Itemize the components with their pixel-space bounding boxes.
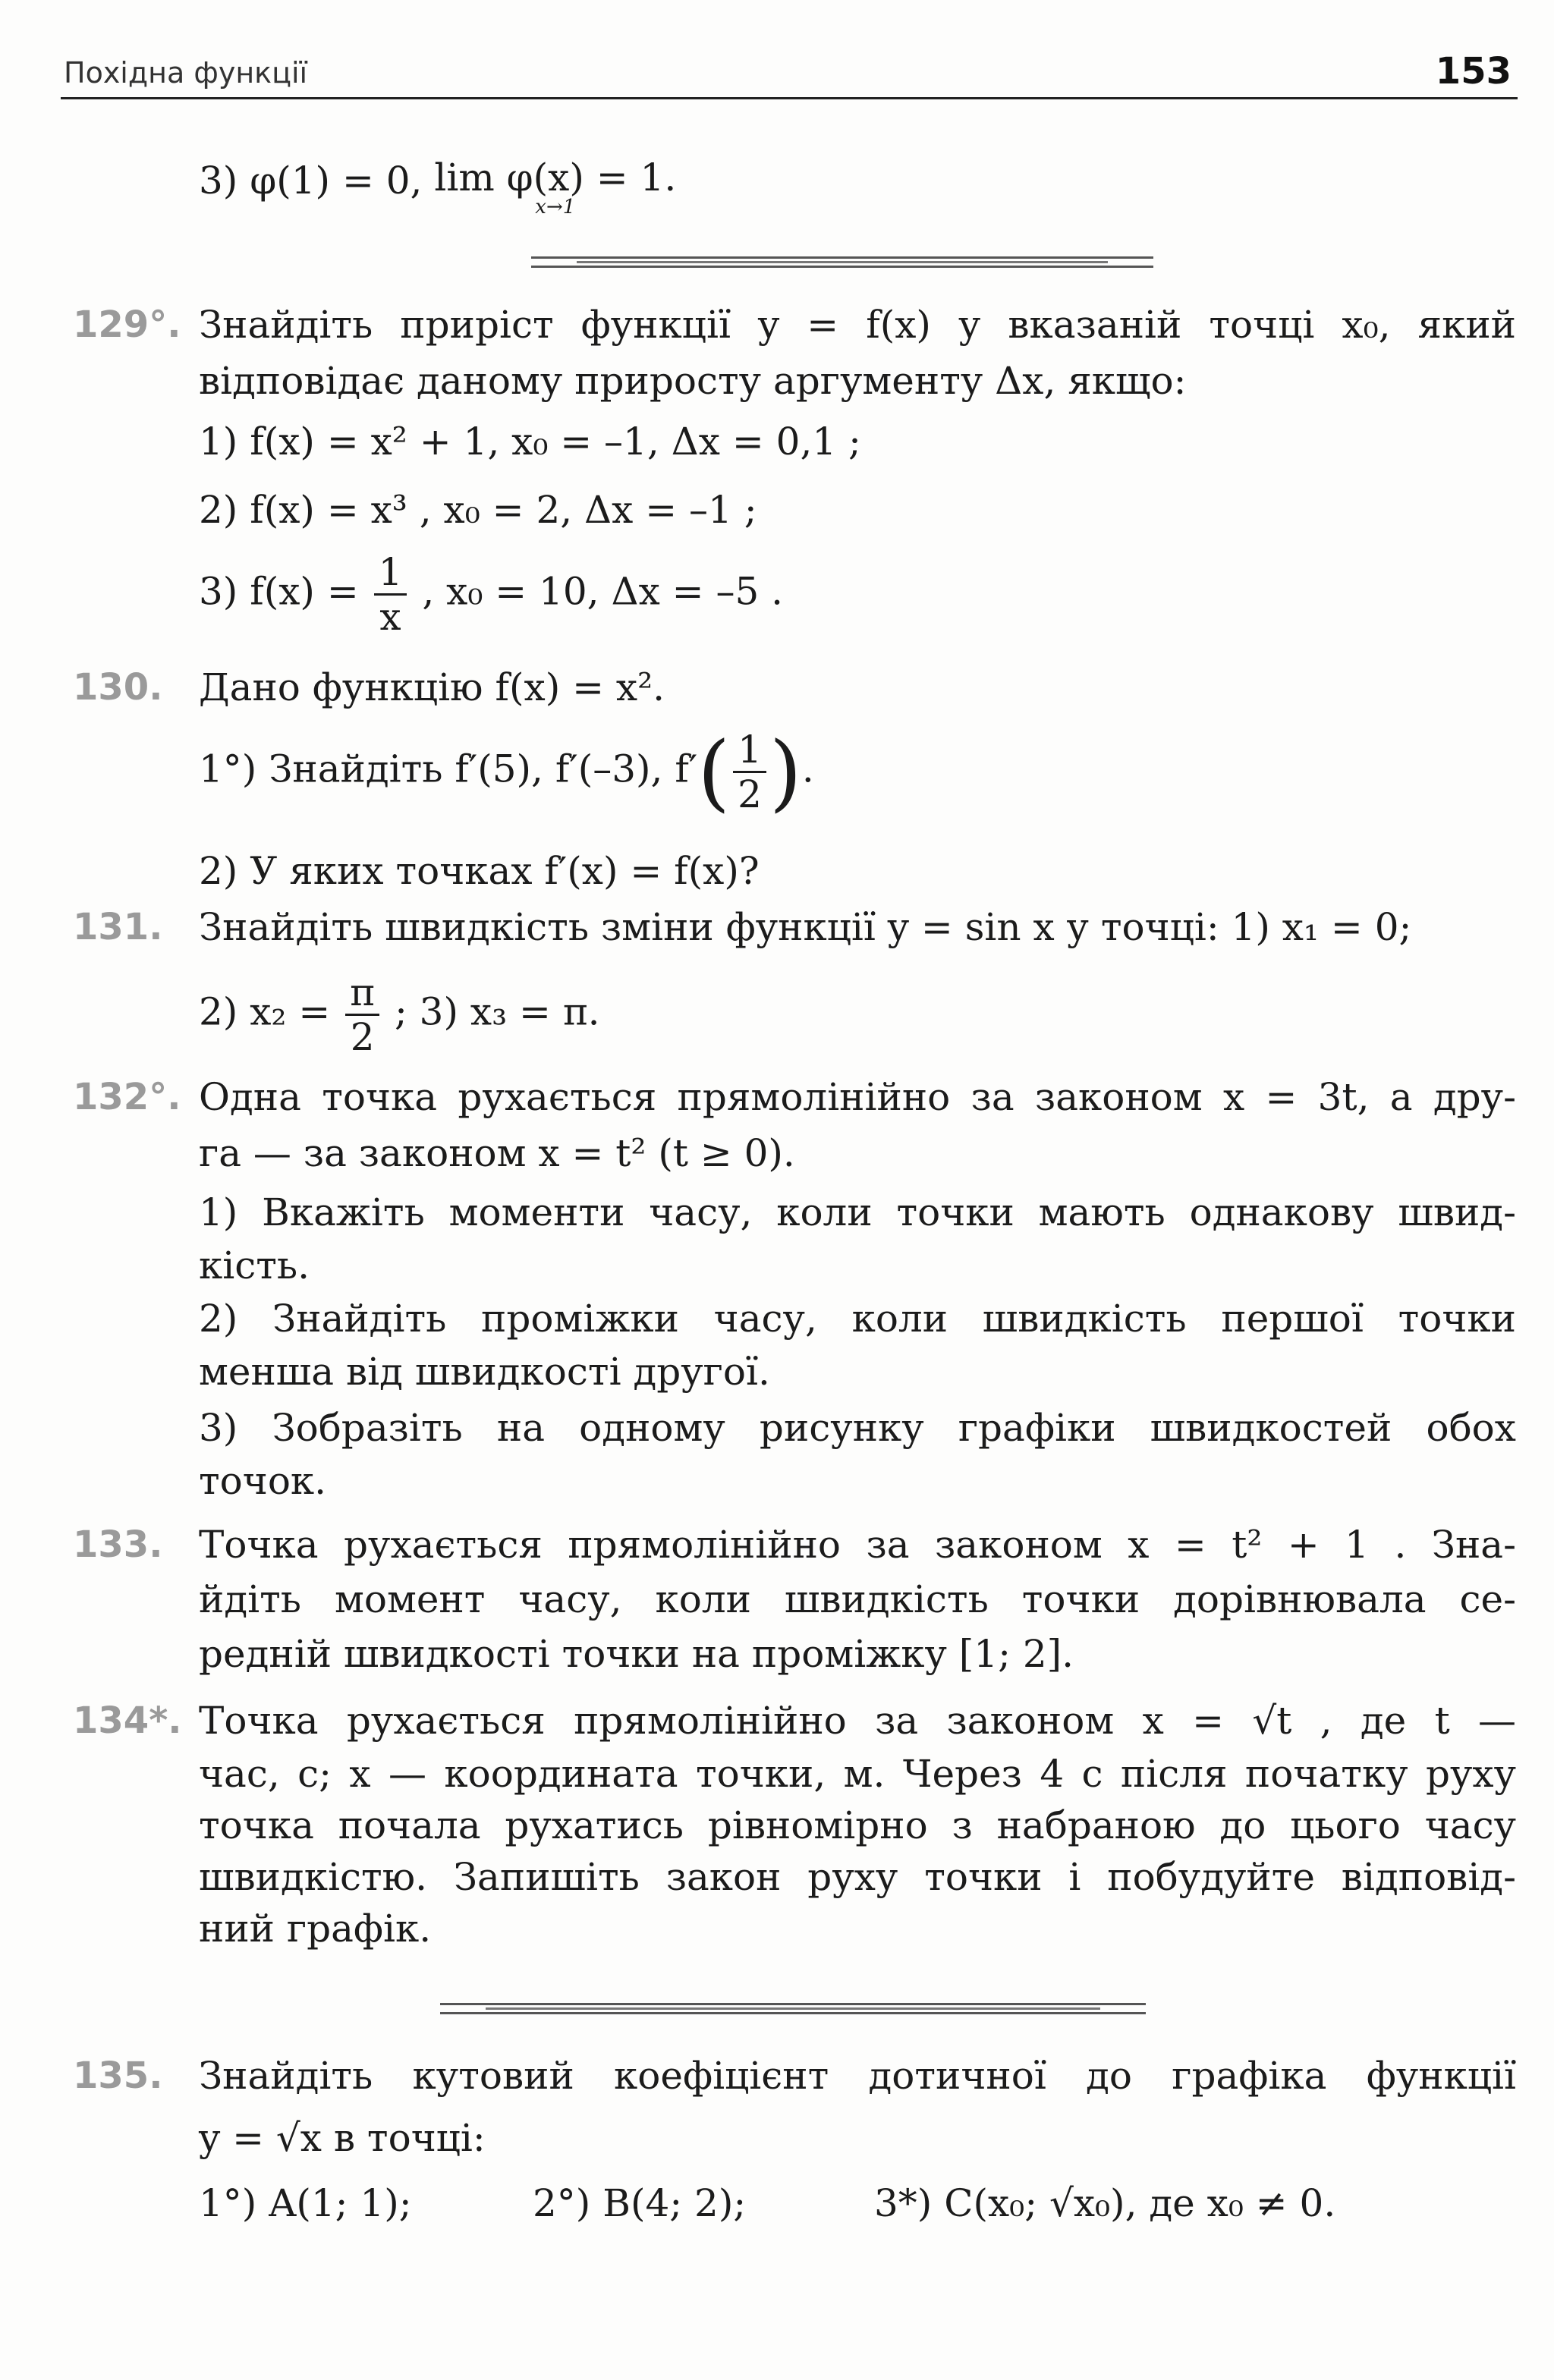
problem-134-line-1: Точка рухається прямолінійно за законом x = √t , де t — — [199, 1699, 1516, 1743]
page-header — [61, 36, 1518, 99]
problem-132-line-1: Одна точка рухається прямолінійно за законом x = 3t, а дру- — [199, 1075, 1516, 1119]
numerator: 1 — [374, 551, 407, 596]
problem-133-line-3: редній швидкості точки на проміжку [1; 2]. — [199, 1632, 1074, 1676]
page-number: 153 — [1435, 50, 1512, 93]
problem-number-130: 130. — [73, 666, 163, 709]
problem-133-line-2: йдіть момент часу, коли швидкість точки дорівнювала се- — [199, 1577, 1516, 1621]
problem-129-line-1: Знайдіть приріст функції y = f(x) у вказаній точці x₀, який — [199, 303, 1516, 347]
limit-expression — [434, 156, 677, 219]
item-3-text: ; 3) x₃ = π. — [394, 989, 600, 1034]
problem-number-135: 135. — [73, 2055, 163, 2097]
problem-132-line-3: 1) Вкажіть моменти часу, коли точки мають однакову швид- — [199, 1190, 1516, 1234]
denominator: x — [379, 595, 401, 639]
problem-132-line-6: менша від швидкості другої. — [199, 1350, 770, 1394]
problem-number-134: 134*. — [73, 1699, 182, 1742]
limit-text: lim φ(x) = 1. — [434, 156, 677, 200]
item-2-prefix: 2) x₂ = — [199, 989, 331, 1034]
problem-134-line-2: час, с; x — координата точки, м. Через 4 с після початку руху — [199, 1752, 1516, 1796]
problem-129-item-2: 2) f(x) = x³ , x₀ = 2, Δx = –1 ; — [199, 488, 757, 532]
problem-132-line-7: 3) Зобразіть на одному рисунку графіки швидкостей обох — [199, 1406, 1516, 1450]
section-separator-2 — [440, 2003, 1146, 2015]
problem-129-line-2: відповідає даному приросту аргументу Δx, якщо: — [199, 359, 1187, 403]
problem-number-132: 132°. — [73, 1076, 181, 1118]
problem-135-line-1: Знайдіть кутовий коефіцієнт дотичної до графіка функції — [199, 2054, 1516, 2098]
item-3-suffix: , x₀ = 10, Δx = –5 . — [422, 569, 784, 614]
problem-132-line-5: 2) Знайдіть проміжки часу, коли швидкість першої точки — [199, 1297, 1516, 1341]
problem-130-line-3: 2) У яких точках f′(x) = f(x)? — [199, 849, 760, 893]
top-item-line — [199, 156, 1516, 219]
denominator: 2 — [738, 772, 762, 816]
numerator: 1 — [733, 728, 766, 773]
point-a: 1°) A(1; 1); — [199, 2181, 412, 2225]
problem-133-line-1: Точка рухається прямолінійно за законом x = t² + 1 . Зна- — [199, 1523, 1516, 1567]
point-b: 2°) B(4; 2); — [533, 2181, 747, 2225]
problem-132-line-4: кість. — [199, 1243, 310, 1287]
problem-134-line-5: ний графік. — [199, 1907, 432, 1951]
period: . — [801, 747, 814, 791]
fraction-pi-over-2 — [345, 971, 379, 1058]
limit-subscript: x→1 — [535, 196, 576, 219]
left-paren: ( — [697, 723, 731, 821]
top-item-text: 3) φ(1) = 0, — [199, 159, 423, 203]
point-c: 3*) C(x₀; √x₀), де x₀ ≠ 0. — [874, 2181, 1336, 2225]
problem-134-line-3: точка почала рухатись рівномірно з набраною до цього часу — [199, 1803, 1516, 1847]
problem-number-131: 131. — [73, 906, 163, 948]
problem-135-line-2: y = √x в точці: — [199, 2116, 486, 2160]
problem-132-line-8: точок. — [199, 1459, 327, 1503]
numerator: π — [345, 971, 379, 1016]
fraction-one-over-x — [374, 551, 407, 638]
fraction-one-half — [733, 728, 766, 816]
problem-131-line-1: Знайдіть швидкість зміни функції y = sin x у точці: 1) x₁ = 0; — [199, 905, 1412, 949]
problem-number-129: 129°. — [73, 303, 181, 346]
problem-number-133: 133. — [73, 1523, 163, 1566]
problem-129-item-1: 1) f(x) = x² + 1, x₀ = –1, Δx = 0,1 ; — [199, 420, 861, 464]
problem-130-line-1: Дано функцію f(x) = x². — [199, 665, 665, 709]
section-separator — [531, 256, 1153, 269]
right-paren: ) — [769, 723, 802, 821]
problem-132-line-2: га — за законом x = t² (t ≥ 0). — [199, 1131, 795, 1175]
item-3-prefix: 3) f(x) = — [199, 569, 359, 614]
problem-130-line-2 — [199, 723, 1516, 821]
derivative-prefix: 1°) Знайдіть f′(5), f′(–3), f′ — [199, 747, 698, 791]
denominator: 2 — [350, 1015, 375, 1059]
problem-134-line-4: швидкістю. Запишіть закон руху точки і побудуйте відповід- — [199, 1855, 1516, 1899]
problem-129-item-3 — [199, 551, 1516, 638]
header-title: Похідна функції — [64, 56, 308, 90]
problem-131-line-2 — [199, 971, 1516, 1058]
